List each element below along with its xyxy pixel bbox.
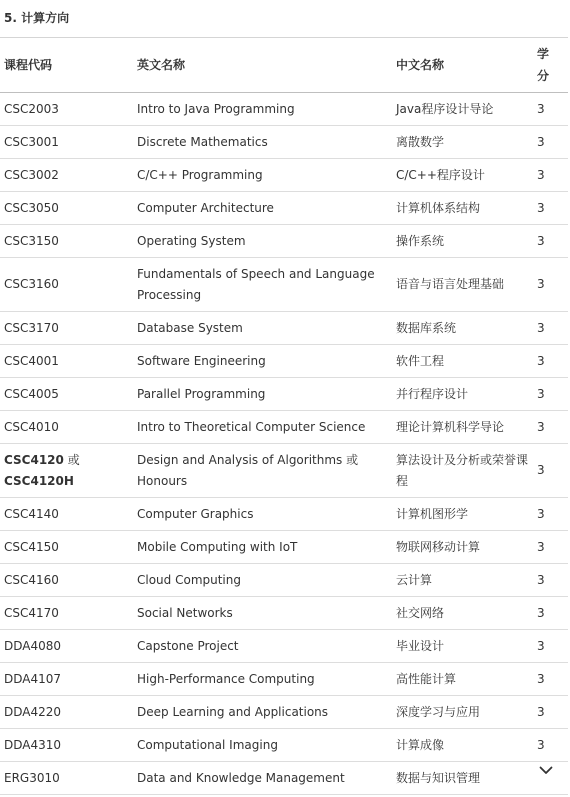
english-name-cell: Deep Learning and Applications (133, 696, 392, 729)
chinese-name-cell: 离散数学 (392, 126, 533, 159)
credits-cell: 3 (533, 126, 568, 159)
table-row (0, 411, 568, 444)
course-code-cell: ERG3010 (0, 762, 133, 795)
scroll-down-button[interactable] (536, 760, 556, 780)
english-name-cell: Design and Analysis of Algorithms 或 Honours (133, 444, 392, 498)
table-header (0, 38, 568, 93)
course-table (0, 37, 568, 795)
header-credits-line1: 学 (537, 47, 550, 61)
course-code-alt: CSC4120H (4, 473, 74, 488)
course-code-cell: DDA4080 (0, 630, 133, 663)
course-code-cell: DDA4107 (0, 663, 133, 696)
table-row (0, 663, 568, 696)
chinese-name-cell: 语音与语言处理基础 (392, 258, 533, 312)
table-row (0, 729, 568, 762)
credits-cell: 3 (533, 192, 568, 225)
chinese-name-cell: 软件工程 (392, 345, 533, 378)
course-code: CSC4120 (4, 452, 64, 467)
course-code-cell: DDA4220 (0, 696, 133, 729)
english-name-cell: Computational Imaging (133, 729, 392, 762)
table-row (0, 192, 568, 225)
chinese-name-cell: 计算机图形学 (392, 498, 533, 531)
english-name-cell: C/C++ Programming (133, 159, 392, 192)
credits-cell: 3 (533, 258, 568, 312)
table-row (0, 126, 568, 159)
table-row (0, 258, 568, 312)
table-row (0, 498, 568, 531)
course-code-cell: CSC3170 (0, 312, 133, 345)
chinese-name-cell: 算法设计及分析或荣誉课程 (392, 444, 533, 498)
course-code-cell: DDA4310 (0, 729, 133, 762)
table-row (0, 531, 568, 564)
credits-cell: 3 (533, 531, 568, 564)
course-code-cell: CSC4160 (0, 564, 133, 597)
header-row (0, 38, 568, 93)
english-name-cell: Database System (133, 312, 392, 345)
course-code-cell: CSC4140 (0, 498, 133, 531)
chinese-name-cell: 云计算 (392, 564, 533, 597)
table-body (0, 93, 568, 795)
table-row (0, 762, 568, 795)
table-row (0, 630, 568, 663)
credits-cell: 3 (533, 630, 568, 663)
course-code-cell: CSC3001 (0, 126, 133, 159)
header-credits-line2: 分 (537, 69, 550, 83)
chinese-name-cell: 社交网络 (392, 597, 533, 630)
credits-cell: 3 (533, 597, 568, 630)
header-english-name: 英文名称 (133, 38, 392, 93)
english-name-cell: Computer Architecture (133, 192, 392, 225)
credits-cell: 3 (533, 345, 568, 378)
credits-cell: 3 (533, 312, 568, 345)
english-name-cell: Discrete Mathematics (133, 126, 392, 159)
section-title: 5. 计算方向 (4, 11, 70, 25)
credits-cell: 3 (533, 663, 568, 696)
chevron-down-icon (539, 766, 553, 775)
english-name-cell: Fundamentals of Speech and Language Processing (133, 258, 392, 312)
chinese-name-cell: 物联网移动计算 (392, 531, 533, 564)
chinese-name-cell: 并行程序设计 (392, 378, 533, 411)
course-code-cell: CSC4170 (0, 597, 133, 630)
course-code-cell: CSC4010 (0, 411, 133, 444)
table-row (0, 312, 568, 345)
course-code-cell: CSC2003 (0, 93, 133, 126)
english-name-cell: Intro to Java Programming (133, 93, 392, 126)
english-name-cell: Parallel Programming (133, 378, 392, 411)
english-name-cell: Computer Graphics (133, 498, 392, 531)
course-code-cell: CSC4150 (0, 531, 133, 564)
credits-cell: 3 (533, 159, 568, 192)
chinese-name-cell: 数据与知识管理 (392, 762, 533, 795)
table-row (0, 696, 568, 729)
course-code-cell (0, 444, 133, 498)
credits-cell: 3 (533, 378, 568, 411)
chinese-name-cell: C/C++程序设计 (392, 159, 533, 192)
english-name-cell: Data and Knowledge Management (133, 762, 392, 795)
english-name-cell: Cloud Computing (133, 564, 392, 597)
english-name-cell: Social Networks (133, 597, 392, 630)
chinese-name-cell: 深度学习与应用 (392, 696, 533, 729)
english-name-cell: Operating System (133, 225, 392, 258)
chinese-name-cell: 理论计算机科学导论 (392, 411, 533, 444)
course-code-cell: CSC4005 (0, 378, 133, 411)
credits-cell: 3 (533, 93, 568, 126)
course-code-or: 或 (67, 452, 80, 467)
credits-cell: 3 (533, 729, 568, 762)
table-row (0, 597, 568, 630)
table-row (0, 444, 568, 498)
course-code-cell: CSC3150 (0, 225, 133, 258)
english-name-cell: Mobile Computing with IoT (133, 531, 392, 564)
table-row (0, 564, 568, 597)
credits-cell: 3 (533, 444, 568, 498)
course-code-cell: CSC3002 (0, 159, 133, 192)
credits-cell: 3 (533, 696, 568, 729)
table-row (0, 345, 568, 378)
chinese-name-cell: 操作系统 (392, 225, 533, 258)
header-course-code: 课程代码 (0, 38, 133, 93)
course-code-cell: CSC3050 (0, 192, 133, 225)
credits-cell: 3 (533, 564, 568, 597)
chinese-name-cell: 计算机体系结构 (392, 192, 533, 225)
chinese-name-cell: 数据库系统 (392, 312, 533, 345)
english-name-cell: Capstone Project (133, 630, 392, 663)
chinese-name-cell: Java程序设计导论 (392, 93, 533, 126)
table-row (0, 159, 568, 192)
table-row (0, 225, 568, 258)
english-name-cell: High-Performance Computing (133, 663, 392, 696)
credits-cell: 3 (533, 411, 568, 444)
credits-cell: 3 (533, 225, 568, 258)
course-code-cell: CSC3160 (0, 258, 133, 312)
credits-cell: 3 (533, 498, 568, 531)
english-name-cell: Intro to Theoretical Computer Science (133, 411, 392, 444)
header-chinese-name: 中文名称 (392, 38, 533, 93)
table-row (0, 378, 568, 411)
table-row (0, 93, 568, 126)
chinese-name-cell: 毕业设计 (392, 630, 533, 663)
chinese-name-cell: 计算成像 (392, 729, 533, 762)
english-name-cell: Software Engineering (133, 345, 392, 378)
chinese-name-cell: 高性能计算 (392, 663, 533, 696)
course-code-cell: CSC4001 (0, 345, 133, 378)
header-credits (533, 38, 568, 93)
